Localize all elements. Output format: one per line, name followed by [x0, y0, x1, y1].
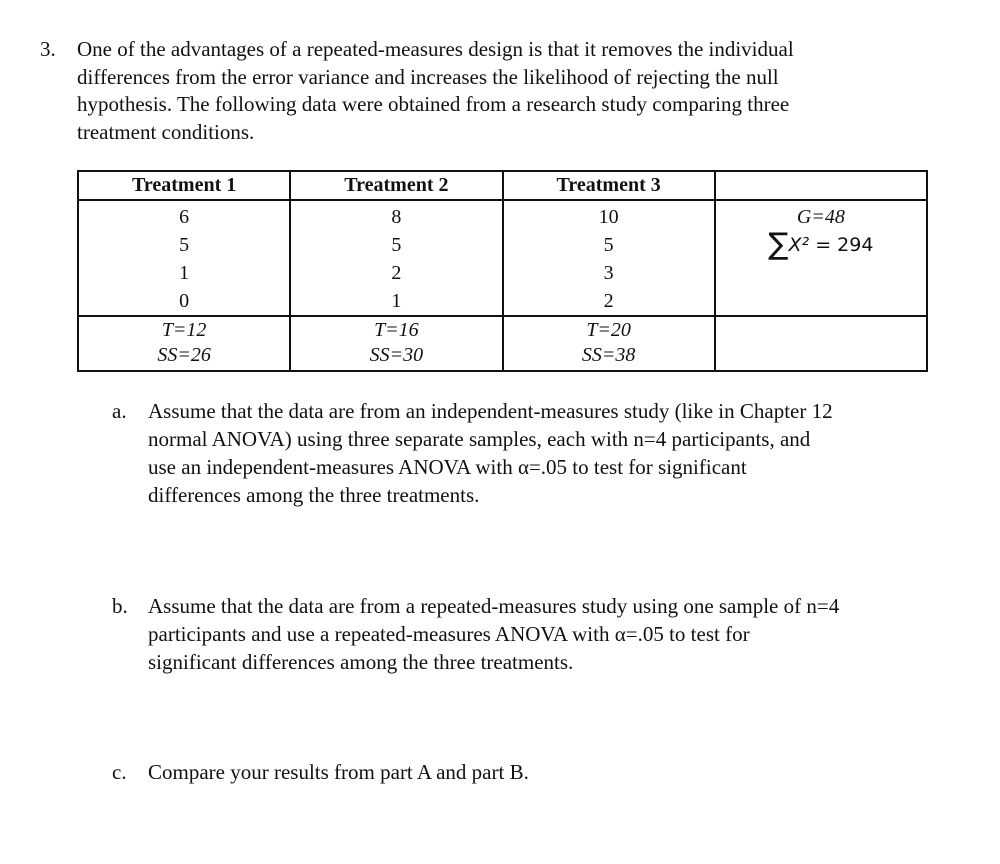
table-cell: 2: [603, 290, 614, 312]
header-treatment-3: Treatment 3: [503, 171, 715, 200]
part-b-text: [148, 592, 948, 676]
sum-x-squared-value: = 294: [815, 234, 874, 256]
question-text: [77, 36, 907, 146]
table-cell: 2: [391, 262, 402, 284]
treatment-2-totals: [290, 316, 502, 371]
treatment-1-values: [78, 200, 290, 316]
question-line: differences from the error variance and increases the likelihood of rejecting the null: [77, 64, 779, 89]
table-cell: 3: [603, 262, 614, 284]
table-cell: 6: [179, 206, 190, 228]
table-cell: 0: [179, 290, 190, 312]
table-cell: 8: [391, 206, 402, 228]
total-T: T=12: [161, 319, 207, 341]
part-c-line: Compare your results from part A and part B.: [148, 760, 529, 784]
treatment-3-totals: [503, 316, 715, 371]
question-line: treatment conditions.: [77, 119, 255, 144]
table-cell: 5: [603, 234, 614, 256]
sum-x-squared: [716, 227, 926, 262]
question-number: 3.: [40, 37, 56, 61]
treatment-3-values: [503, 200, 715, 316]
table-cell: 5: [179, 234, 190, 256]
question-line: hypothesis. The following data were obtained from a research study comparing three: [77, 92, 790, 116]
table-cell: 10: [598, 206, 619, 228]
part-a-line: differences among the three treatments.: [148, 483, 480, 507]
sigma-icon: ∑: [768, 227, 789, 262]
part-b-line: significant differences among the three treatments.: [148, 650, 574, 674]
x-squared-label: X²: [788, 234, 810, 256]
total-T: T=20: [586, 319, 631, 341]
part-a-text: [148, 397, 948, 509]
total-SS: SS=26: [157, 344, 211, 366]
data-table: [77, 170, 928, 372]
part-b-line: participants and use a repeated-measures ANOVA with α=.05 to test for: [148, 622, 750, 646]
header-treatment-2: Treatment 2: [290, 171, 502, 200]
part-a-line: use an independent-measures ANOVA with α=.05 to test for significant: [148, 455, 747, 479]
part-b-label: b.: [112, 594, 128, 618]
summary-cell: [715, 200, 927, 316]
question-line: One of the advantages of a repeated-measures design is that it removes the individual: [77, 37, 794, 61]
header-row: [78, 171, 927, 200]
part-a-line: Assume that the data are from an independent-measures study (like in Chapter 12: [148, 399, 833, 423]
table-cell: 1: [179, 262, 190, 284]
totals-row: [78, 316, 927, 371]
part-b-line: Assume that the data are from a repeated-measures study using one sample of n=4: [148, 594, 840, 618]
header-blank: [715, 171, 927, 200]
values-row: [78, 200, 927, 316]
total-T: T=16: [374, 319, 419, 341]
total-SS: SS=38: [581, 344, 636, 366]
treatment-1-totals: [78, 316, 290, 371]
empty-cell: [715, 316, 927, 371]
part-c-text: [148, 758, 948, 786]
part-c-label: c.: [112, 760, 127, 784]
grand-total: G=48: [796, 206, 845, 228]
table-cell: 5: [391, 234, 402, 256]
part-a-label: a.: [112, 399, 127, 423]
header-treatment-1: Treatment 1: [78, 171, 290, 200]
treatment-2-values: [290, 200, 502, 316]
table-cell: 1: [391, 290, 402, 312]
total-SS: SS=30: [369, 344, 424, 366]
part-a-line: normal ANOVA) using three separate samples, each with n=4 participants, and: [148, 427, 811, 451]
